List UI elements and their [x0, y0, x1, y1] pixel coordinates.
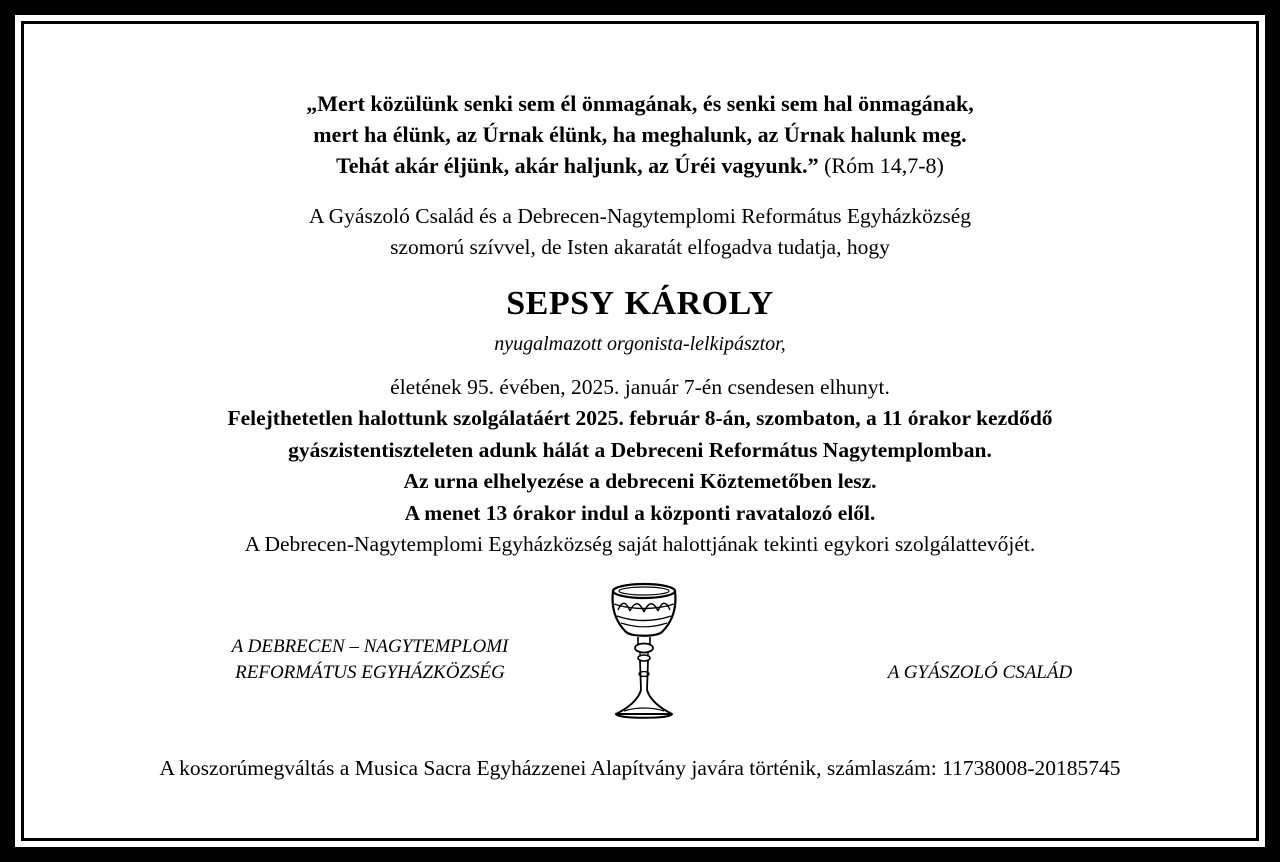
announcement-line-2: szomorú szívvel, de Isten akaratát elfogadva tudatja, hogy — [390, 235, 890, 259]
signature-congregation-line-1: A DEBRECEN – NAGYTEMPLOMI — [231, 636, 509, 657]
quote-reference: (Róm 14,7-8) — [824, 153, 944, 178]
deceased-given-name: KÁROLY — [624, 285, 774, 322]
funeral-line-2: gyászistentiszteleten adunk hálát a Debreceni Református Nagytemplomban. — [288, 437, 992, 462]
quote-line-3-text: Tehát akár éljünk, akár haljunk, az Úréi vagyunk.” — [336, 153, 819, 178]
death-notice: életének 95. évében, 2025. január 7-én csendesen elhunyt. — [390, 375, 890, 399]
wreath-donation-note: A koszorúmegváltás a Musica Sacra Egyházzenei Alapítvány javára történik, számlaszám: 11738008-20185745 — [159, 756, 1121, 780]
signature-congregation — [180, 634, 560, 686]
congregation-statement: A Debrecen-Nagytemplomi Egyházközség saját halottjának tekinti egykori szolgálattevőjét. — [244, 532, 1036, 556]
announcement — [0, 201, 1280, 263]
signature-congregation-line-2: REFORMÁTUS EGYHÁZKÖZSÉG — [235, 662, 505, 683]
funeral-line-4: A menet 13 órakor indul a központi ravatalozó elől. — [404, 500, 876, 525]
bible-quote — [0, 88, 1280, 181]
quote-line-3 — [0, 150, 1280, 181]
quote-line-1: „Mert közülünk senki sem él önmagának, és senki sem hal önmagának, — [306, 91, 974, 116]
announcement-line-1: A Gyászoló Család és a Debrecen-Nagytemplomi Református Egyházközség — [308, 204, 972, 228]
funeral-line-1: Felejthetetlen halottunk szolgálatáért 2025. február 8-án, szombaton, a 11 órakor kezdődő — [227, 406, 1053, 430]
deceased-surname: SEPSY — [506, 285, 615, 322]
quote-line-2: mert ha élünk, az Úrnak élünk, ha meghalunk, az Úrnak halunk meg. — [313, 122, 967, 147]
funeral-details — [0, 403, 1280, 529]
funeral-line-3: Az urna elhelyezése a debreceni Köztemetőben lesz. — [403, 469, 877, 493]
signature-family: A GYÁSZOLÓ CSALÁD — [887, 662, 1073, 683]
chalice-icon — [604, 580, 684, 724]
deceased-name — [0, 284, 1280, 324]
deceased-title: nyugalmazott orgonista-lelkipásztor, — [494, 333, 786, 355]
